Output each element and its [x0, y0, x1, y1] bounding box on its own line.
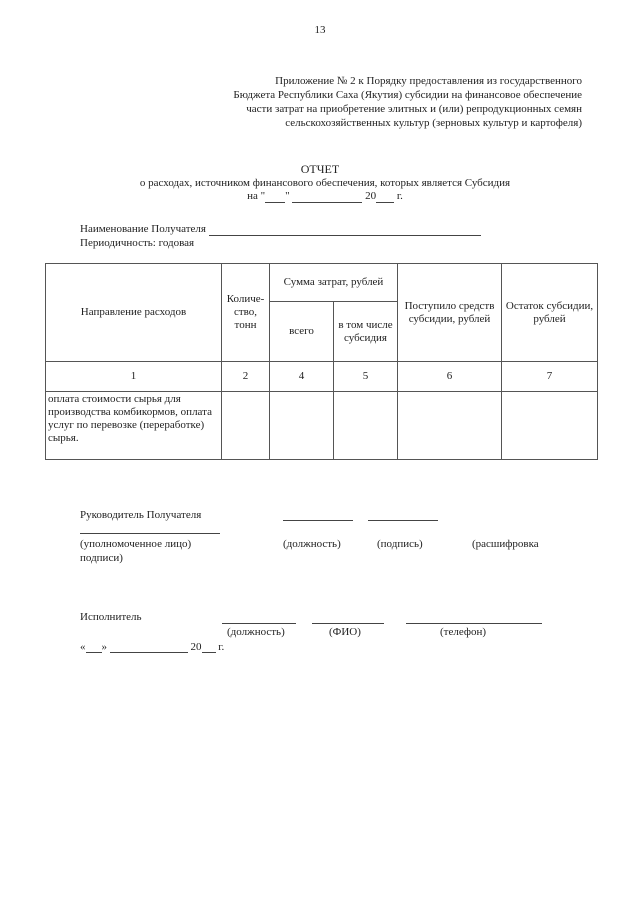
executor-label: Исполнитель — [80, 611, 142, 623]
head-authorized: (уполномоченное лицо) — [80, 538, 192, 550]
appendix-line: Бюджета Республики Саха (Якутия) субсидии на финансовое обеспечение — [233, 89, 582, 101]
header-costs-total: всего — [270, 302, 334, 362]
report-subtitle — [60, 177, 590, 203]
header-remainder: Остаток субсидии, рублей — [502, 264, 598, 362]
header-costs-subsidy: в том числе субсидия — [334, 302, 398, 362]
appendix-header — [162, 74, 582, 130]
cell-remainder[interactable] — [502, 392, 598, 460]
head-position-line — [283, 520, 353, 521]
head-signature-line — [368, 520, 438, 521]
cell-total[interactable] — [270, 392, 334, 460]
executor-date-month-line — [110, 642, 188, 653]
executor-phone: (телефон) — [440, 626, 487, 638]
column-number: 2 — [222, 362, 270, 392]
head-authorized-line — [80, 533, 220, 534]
report-date-year-line — [376, 192, 394, 203]
report-date — [60, 190, 590, 203]
cell-subsidy[interactable] — [334, 392, 398, 460]
appendix-line: части затрат на приобретение элитных и (или) репродукционных семян — [246, 103, 582, 115]
executor-date-day-line — [86, 642, 102, 653]
appendix-line: Приложение № 2 к Порядку предоставления из государственного — [275, 75, 582, 87]
report-date-year: 20 — [365, 190, 377, 202]
report-date-day-line — [265, 192, 285, 203]
cell-received[interactable] — [398, 392, 502, 460]
head-position: (должность) — [283, 538, 341, 550]
header-costs: Сумма затрат, рублей — [270, 264, 398, 302]
appendix-line: сельскохозяйственных культур (зерновых культур и картофеля) — [285, 117, 582, 129]
executor-position: (должность) — [227, 626, 285, 638]
column-number: 7 — [502, 362, 598, 392]
recipient-name-label: Наименование Получателя — [80, 223, 206, 235]
cell-quantity[interactable] — [222, 392, 270, 460]
head-signature: (подпись) — [377, 538, 423, 550]
table-row — [46, 392, 598, 460]
executor-position-line — [222, 623, 296, 624]
executor-date-year: 20 — [190, 641, 202, 653]
report-date-suffix: г. — [396, 190, 403, 202]
page-number: 13 — [314, 24, 326, 36]
header-direction: Направление расходов — [46, 264, 222, 362]
report-title: ОТЧЕТ — [300, 162, 340, 176]
report-date-prefix: на " — [247, 190, 266, 202]
recipient-periodicity: Периодичность: годовая — [80, 237, 195, 249]
recipient-block — [80, 222, 481, 250]
expense-table — [45, 263, 598, 460]
executor-fio: (ФИО) — [329, 626, 361, 638]
report-date-mid: " — [285, 190, 290, 202]
executor-date-close: » — [101, 641, 107, 653]
executor-date — [80, 641, 224, 653]
report-date-month-line — [292, 192, 362, 203]
column-number-row — [46, 362, 598, 392]
head-transcript: (расшифровка — [472, 538, 539, 550]
executor-date-suffix: г. — [218, 641, 225, 653]
head-label: Руководитель Получателя — [80, 509, 202, 521]
executor-fio-line — [312, 623, 384, 624]
column-number: 4 — [270, 362, 334, 392]
executor-date-open: « — [80, 641, 86, 653]
column-number: 1 — [46, 362, 222, 392]
cell-direction: оплата стоимости сырья для производства комбикормов, оплата услуг по перевозке (переработке) сырья. — [46, 392, 222, 460]
recipient-name-line — [209, 225, 481, 236]
column-number: 5 — [334, 362, 398, 392]
header-received: Поступило средств субсидии, рублей — [398, 264, 502, 362]
head-transcript-cont: подписи) — [80, 552, 123, 564]
executor-date-year-line — [202, 642, 216, 653]
recipient-name-row — [80, 222, 481, 236]
report-subtitle-text: о расходах, источником финансового обеспечения, которых является Субсидия — [139, 177, 511, 189]
column-number: 6 — [398, 362, 502, 392]
header-quantity: Количе-ство, тонн — [222, 264, 270, 362]
executor-phone-line — [406, 623, 542, 624]
